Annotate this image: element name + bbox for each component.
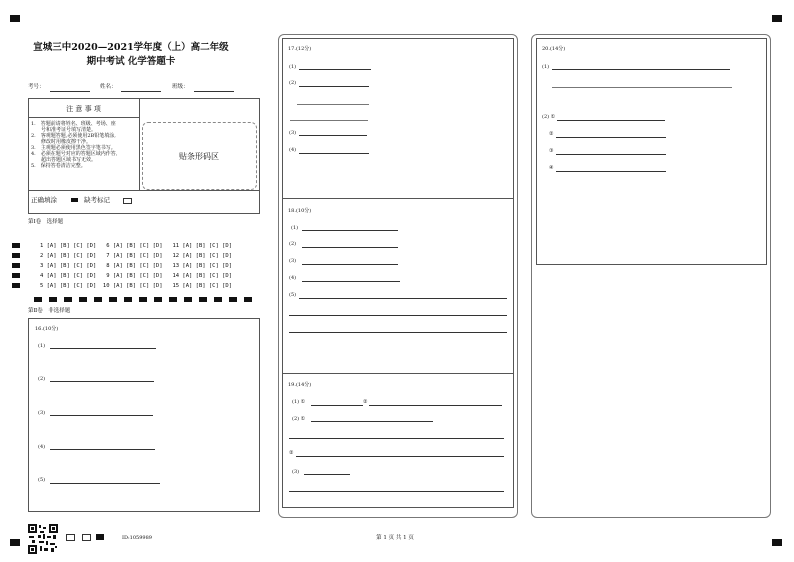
q19-part-label: (3) — [292, 469, 300, 475]
q20-answer-line[interactable] — [556, 171, 666, 172]
q18-answer-line[interactable] — [302, 230, 398, 231]
registration-mark-top-left — [10, 15, 20, 22]
notice-item: 超出答题区域书写无效。 — [31, 157, 97, 163]
q17-answer-line[interactable] — [299, 135, 367, 136]
choice-row[interactable]: 3 [A] [B] [C] [D] 8 [A] [B] [C] [D] 13 [A] [B] [C] [D] — [40, 263, 233, 269]
page-number: 第 1 页 共 1 页 — [376, 535, 414, 541]
q19-answer-line[interactable] — [311, 421, 433, 422]
student-fill-mark — [96, 534, 104, 540]
class-label: 班级： — [172, 84, 189, 90]
q20-answer-line[interactable] — [556, 137, 666, 138]
q17-answer-line[interactable] — [299, 153, 369, 154]
barcode-label: 贴条形码区 — [179, 152, 219, 161]
notice-title-divider — [28, 117, 139, 118]
q19-part-label: ② — [289, 450, 294, 456]
notice-title: 注 意 事 项 — [66, 105, 101, 113]
q17-part-label: (4) — [289, 147, 297, 153]
q16-answer-line[interactable] — [50, 483, 160, 484]
q18-part-label: (4) — [289, 275, 297, 281]
exam-no-field[interactable] — [50, 91, 90, 92]
choice-row[interactable]: 5 [A] [B] [C] [D] 10 [A] [B] [C] [D] 15 [A] [B] [C] [D] — [40, 283, 233, 289]
row-mark — [12, 263, 20, 268]
registration-mark-bottom-right — [772, 539, 782, 546]
registration-mark-top-right — [772, 15, 782, 22]
q17-part-label: (3) — [289, 130, 297, 136]
q17-part-label: (1) — [289, 64, 297, 70]
name-label: 姓名： — [100, 84, 117, 90]
q18-part-label: (2) — [289, 241, 297, 247]
notice-list — [31, 121, 139, 169]
row-mark — [12, 273, 20, 278]
q18-answer-line[interactable] — [289, 315, 507, 316]
student-fill-box-1[interactable] — [66, 534, 75, 541]
q19-answer-line[interactable] — [289, 491, 504, 492]
q20-answer-line[interactable] — [552, 69, 730, 70]
exam-title-line1: 宣城三中2020—2021学年度（上）高二年级 — [33, 42, 229, 53]
qr-code — [28, 524, 58, 554]
q20-part-label: ④ — [549, 165, 554, 171]
q16-answer-line[interactable] — [50, 415, 153, 416]
q19-part-label: (2) ① — [292, 416, 306, 422]
section2-label: 第Ⅱ卷 非选择题 — [28, 308, 71, 314]
notice-item: 1. 答题前请将姓名、班级、考场、座 — [31, 121, 116, 127]
q20-part-label: ② — [549, 131, 554, 137]
notice-bottom-divider — [28, 190, 259, 191]
q17-part-label: (2) — [289, 80, 297, 86]
section1-label: 第Ⅰ卷 选择题 — [28, 219, 64, 225]
q16-part-label: (5) — [38, 477, 46, 483]
q17-answer-line[interactable] — [299, 86, 369, 87]
row-mark — [12, 243, 20, 248]
absent-mark-box[interactable] — [123, 198, 132, 204]
q20-title: 20.(14分) — [542, 46, 566, 52]
q19-part-label: ② — [363, 399, 368, 405]
absent-label: 缺考标记 — [84, 196, 110, 204]
notice-item: 修改时用橡皮擦干净。 — [31, 139, 92, 145]
name-field[interactable] — [121, 91, 161, 92]
q19-answer-line[interactable] — [304, 474, 350, 475]
q16-part-label: (2) — [38, 376, 46, 382]
q19-answer-line[interactable] — [296, 456, 504, 457]
notice-item: 2. 客观题答题,必须使用2B铅笔填涂, — [31, 133, 116, 139]
sheet-id: ID:1059989 — [122, 535, 152, 541]
q19-answer-line[interactable] — [369, 405, 502, 406]
q18-answer-line[interactable] — [302, 247, 398, 248]
q19-answer-line[interactable] — [311, 405, 363, 406]
notice-item: 4. 必须在题号对应的答题区域内作答, — [31, 151, 118, 157]
q18-part-label: (5) — [289, 292, 297, 298]
q18-q19-divider — [282, 373, 513, 374]
q19-part-label: (1) ① — [292, 399, 306, 405]
q17-q18-divider — [282, 198, 513, 199]
q18-title: 18.(10分) — [288, 208, 312, 214]
row-mark — [12, 253, 20, 258]
exam-title-line2: 期中考试 化学答题卡 — [86, 56, 176, 67]
q20-answer-line[interactable] — [557, 120, 665, 121]
timing-mark-bar — [34, 297, 254, 302]
q16-part-label: (3) — [38, 410, 46, 416]
q16-answer-line[interactable] — [50, 348, 156, 349]
registration-mark-bottom-left — [10, 539, 20, 546]
q19-title: 19.(14分) — [288, 382, 312, 388]
notice-item: 号和准考证号填写清楚。 — [31, 127, 97, 133]
q20-answer-box — [536, 38, 767, 265]
q18-answer-line[interactable] — [302, 264, 398, 265]
q16-part-label: (1) — [38, 343, 46, 349]
q16-part-label: (4) — [38, 444, 46, 450]
q17-answer-line[interactable] — [297, 104, 369, 105]
q18-part-label: (3) — [289, 258, 297, 264]
q16-title: 16.(10分) — [35, 326, 59, 332]
q18-answer-line[interactable] — [299, 298, 507, 299]
choice-row[interactable]: 4 [A] [B] [C] [D] 9 [A] [B] [C] [D] 14 [A] [B] [C] [D] — [40, 273, 233, 279]
q18-answer-line[interactable] — [302, 281, 400, 282]
q18-answer-line[interactable] — [289, 332, 507, 333]
notice-item: 5. 保持答卷清洁完整。 — [31, 163, 86, 169]
q19-answer-line[interactable] — [289, 438, 504, 439]
class-field[interactable] — [194, 91, 234, 92]
notice-item: 3. 主观题必须使用黑色签字笔书写。 — [31, 145, 116, 151]
choice-row[interactable]: 1 [A] [B] [C] [D] 6 [A] [B] [C] [D] 11 [A] [B] [C] [D] — [40, 243, 233, 249]
fill-correct-label: 正确填涂 — [31, 196, 57, 204]
q20-part-label: (2) ① — [542, 114, 556, 120]
q17-answer-line[interactable] — [299, 69, 371, 70]
q16-answer-line[interactable] — [50, 381, 154, 382]
student-fill-box-2[interactable] — [82, 534, 91, 541]
q18-part-label: (1) — [291, 225, 299, 231]
notice-divider — [139, 98, 140, 190]
q20-answer-line[interactable] — [556, 154, 666, 155]
q20-answer-line[interactable] — [552, 87, 732, 88]
exam-no-label: 考号： — [28, 84, 45, 90]
q20-part-label: (1) — [542, 64, 550, 70]
choice-row[interactable]: 2 [A] [B] [C] [D] 7 [A] [B] [C] [D] 12 [A] [B] [C] [D] — [40, 253, 233, 259]
q17-title: 17.(12分) — [288, 46, 312, 52]
q17-answer-line[interactable] — [290, 120, 368, 121]
q16-answer-line[interactable] — [50, 449, 155, 450]
fill-correct-sample — [71, 198, 78, 202]
row-mark — [12, 283, 20, 288]
q20-part-label: ③ — [549, 148, 554, 154]
